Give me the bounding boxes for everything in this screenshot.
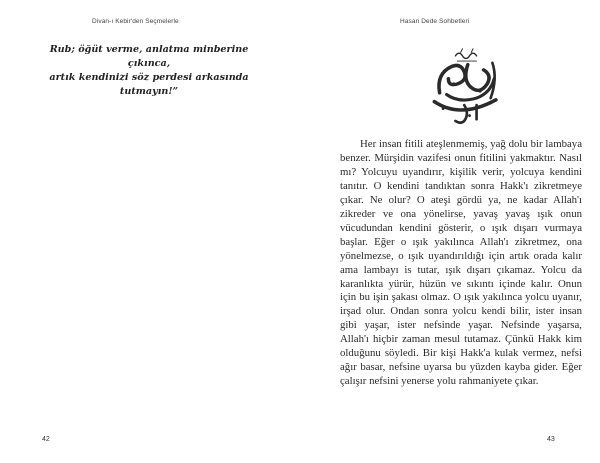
quote-line-1: Rub; öğüt verme, anlatma minberine çıkınca, [49, 44, 249, 69]
right-page [300, 0, 600, 463]
left-running-header: Divan-ı Kebir'den Seçmelerle [92, 18, 179, 25]
right-running-header: Hasan Dede Sohbetleri [400, 18, 470, 25]
right-page-number: 43 [547, 436, 555, 443]
quote-line-2: artık kendinizi söz perdesi arkasında tutmayın!” [49, 72, 249, 97]
arabic-calligraphy-emblem-icon [422, 40, 510, 128]
body-paragraph: Her insan fitili ateşlenmemiş, yağ dolu bir lambaya benzer. Mürşidin vazifesi onun fitilini yakmaktır. Nasıl mı? Yolcuyu uyandırır, kişilik verir, yolcuya kendini tanıtır. O kendini tandıktan sonra Hakk'ı zikretmeye çıkar. Ne olur? O ateşi gördü ya, ne kadar Allah'ı zikreder ve ona yönelirse, yavaş yavaş ışık onun vücudundan kendini gösterir, o ışık dışarı vurmaya başlar. Eğer o ışık yakılınca Allah'ı zikretmez, ona yönelmezse, o ışık uyandırıldığı için artık orada kalır ama lambayı is tutar, ışık dışarı çıkamaz. Yolcu da karanlıkta yürür, hüzün ve sıkıntı içinde kalır. Onun için bu işin şakası olmaz. O ışık yakılınca yolcu uyanır, irşad olur. Ondan sonra yolcu kendi bilir, ister insan gibi yaşar, ister nefsinde yaşar. Nefsinde yaşarsa, Allah'ı hiçbir zaman mesul tutamaz. Çünkü Hakk kim olduğunu söyledi. Bir kişi Hakk'a kulak vermez, nefsi ağır basar, nefsine uyarsa bu yüzden kayba gider. Eğer çalışır nefsini yenerse yolu rahmaniyete çıkar. [340, 138, 582, 388]
left-page-number: 42 [42, 436, 50, 443]
quote [27, 43, 271, 99]
